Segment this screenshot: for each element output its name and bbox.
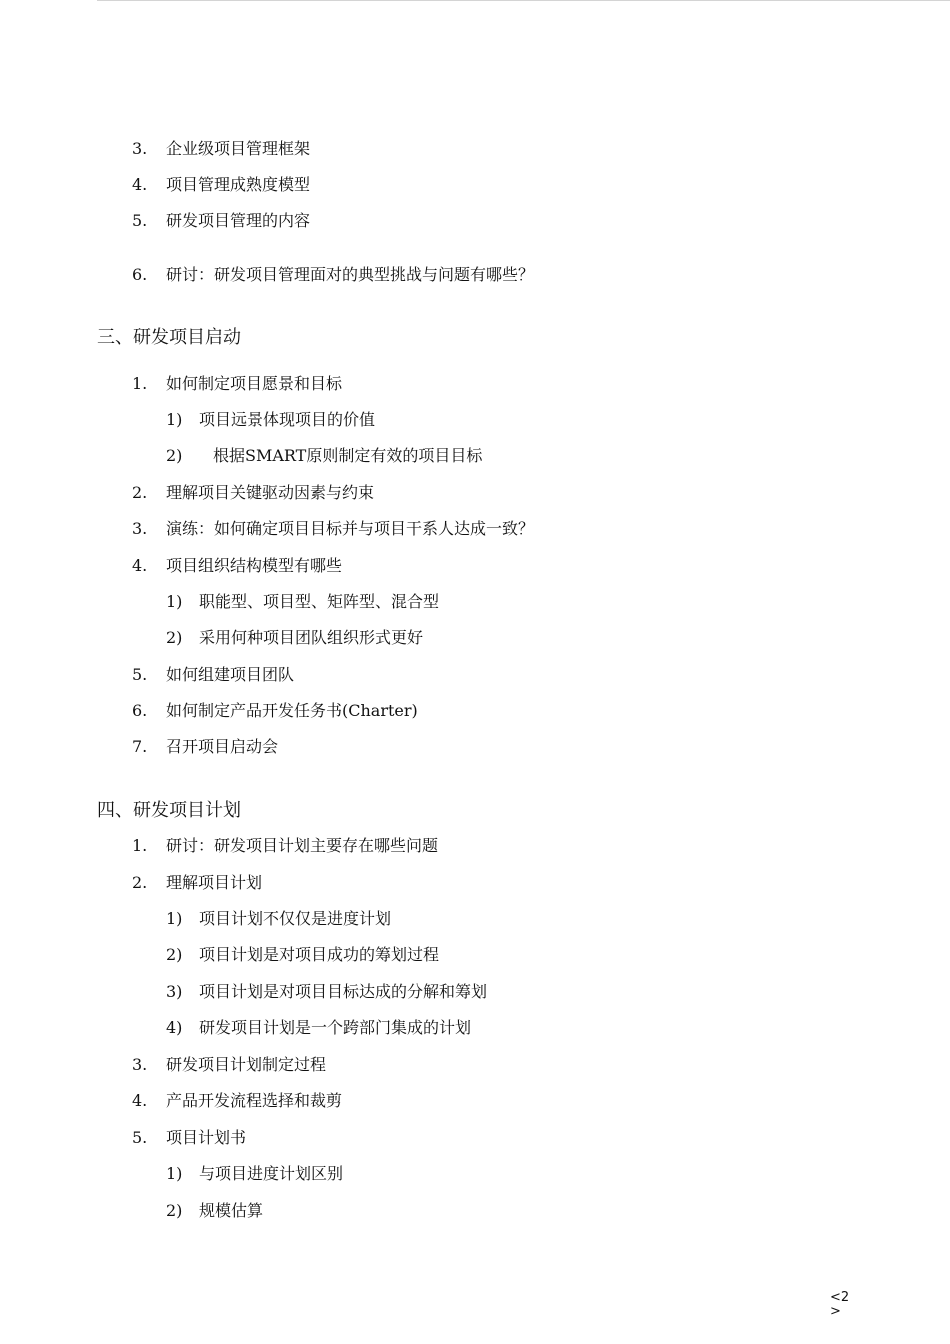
- list-text: 研讨：研发项目计划主要存在哪些问题: [166, 836, 439, 855]
- list-number: 3.: [132, 519, 148, 538]
- sub-list-text: 项目计划是对项目目标达成的分解和筹划: [199, 982, 488, 1001]
- sub-list-text: 规模估算: [199, 1201, 264, 1220]
- sub-list-number: 1): [166, 592, 183, 611]
- list-number: 2.: [132, 873, 148, 892]
- sub-list-number: 2): [166, 1201, 183, 1220]
- list-text: 项目组织结构模型有哪些: [166, 556, 343, 575]
- list-number: 4.: [132, 1091, 148, 1110]
- sub-list-number: 3): [166, 982, 183, 1001]
- sub-list-number: 2): [166, 446, 183, 465]
- list-number: 6.: [132, 265, 148, 284]
- list-text: 研发项目计划制定过程: [166, 1055, 327, 1074]
- list-number: 6.: [132, 701, 148, 720]
- sub-list-text: 采用何种项目团队组织形式更好: [199, 628, 424, 647]
- list-text: 研发项目管理的内容: [166, 211, 311, 230]
- list-number: 3.: [132, 1055, 148, 1074]
- page-number: <2>: [830, 1290, 850, 1319]
- top-rule: [97, 0, 950, 1]
- sub-list-number: 2): [166, 628, 183, 647]
- sub-list-text: 项目计划不仅仅是进度计划: [199, 909, 392, 928]
- list-text: 如何组建项目团队: [166, 665, 295, 684]
- list-text: 项目计划书: [166, 1128, 247, 1147]
- sub-list-number: 2): [166, 945, 183, 964]
- list-number: 4.: [132, 175, 148, 194]
- sub-list-text: 项目远景体现项目的价值: [199, 410, 376, 429]
- list-number: 1.: [132, 836, 148, 855]
- section-heading: 四、研发项目计划: [97, 800, 241, 821]
- list-number: 5.: [132, 665, 148, 684]
- sub-list-number: 1): [166, 410, 183, 429]
- section-heading: 三、研发项目启动: [97, 327, 241, 348]
- list-text: 项目管理成熟度模型: [166, 175, 311, 194]
- sub-list-text: 根据SMART原则制定有效的项目目标: [213, 446, 483, 465]
- list-text: 演练：如何确定项目目标并与项目干系人达成一致？: [166, 519, 535, 538]
- sub-list-number: 1): [166, 1164, 183, 1183]
- list-text: 产品开发流程选择和裁剪: [166, 1091, 343, 1110]
- sub-list-number: 1): [166, 909, 183, 928]
- list-text: 理解项目关键驱动因素与约束: [166, 483, 375, 502]
- list-text: 理解项目计划: [166, 873, 263, 892]
- sub-list-text: 研发项目计划是一个跨部门集成的计划: [199, 1018, 472, 1037]
- list-text: 如何制定产品开发任务书(Charter): [166, 701, 418, 720]
- sub-list-text: 职能型、项目型、矩阵型、混合型: [199, 592, 440, 611]
- sub-list-text: 项目计划是对项目成功的筹划过程: [199, 945, 440, 964]
- list-number: 4.: [132, 556, 148, 575]
- sub-list-text: 与项目进度计划区别: [199, 1164, 344, 1183]
- list-text: 研讨：研发项目管理面对的典型挑战与问题有哪些？: [166, 265, 535, 284]
- list-number: 2.: [132, 483, 148, 502]
- list-number: 7.: [132, 737, 148, 756]
- list-number: 1.: [132, 374, 148, 393]
- list-text: 企业级项目管理框架: [166, 139, 311, 158]
- list-number: 3.: [132, 139, 148, 158]
- list-number: 5.: [132, 211, 148, 230]
- sub-list-number: 4): [166, 1018, 183, 1037]
- list-text: 召开项目启动会: [166, 737, 279, 756]
- list-text: 如何制定项目愿景和目标: [166, 374, 343, 393]
- list-number: 5.: [132, 1128, 148, 1147]
